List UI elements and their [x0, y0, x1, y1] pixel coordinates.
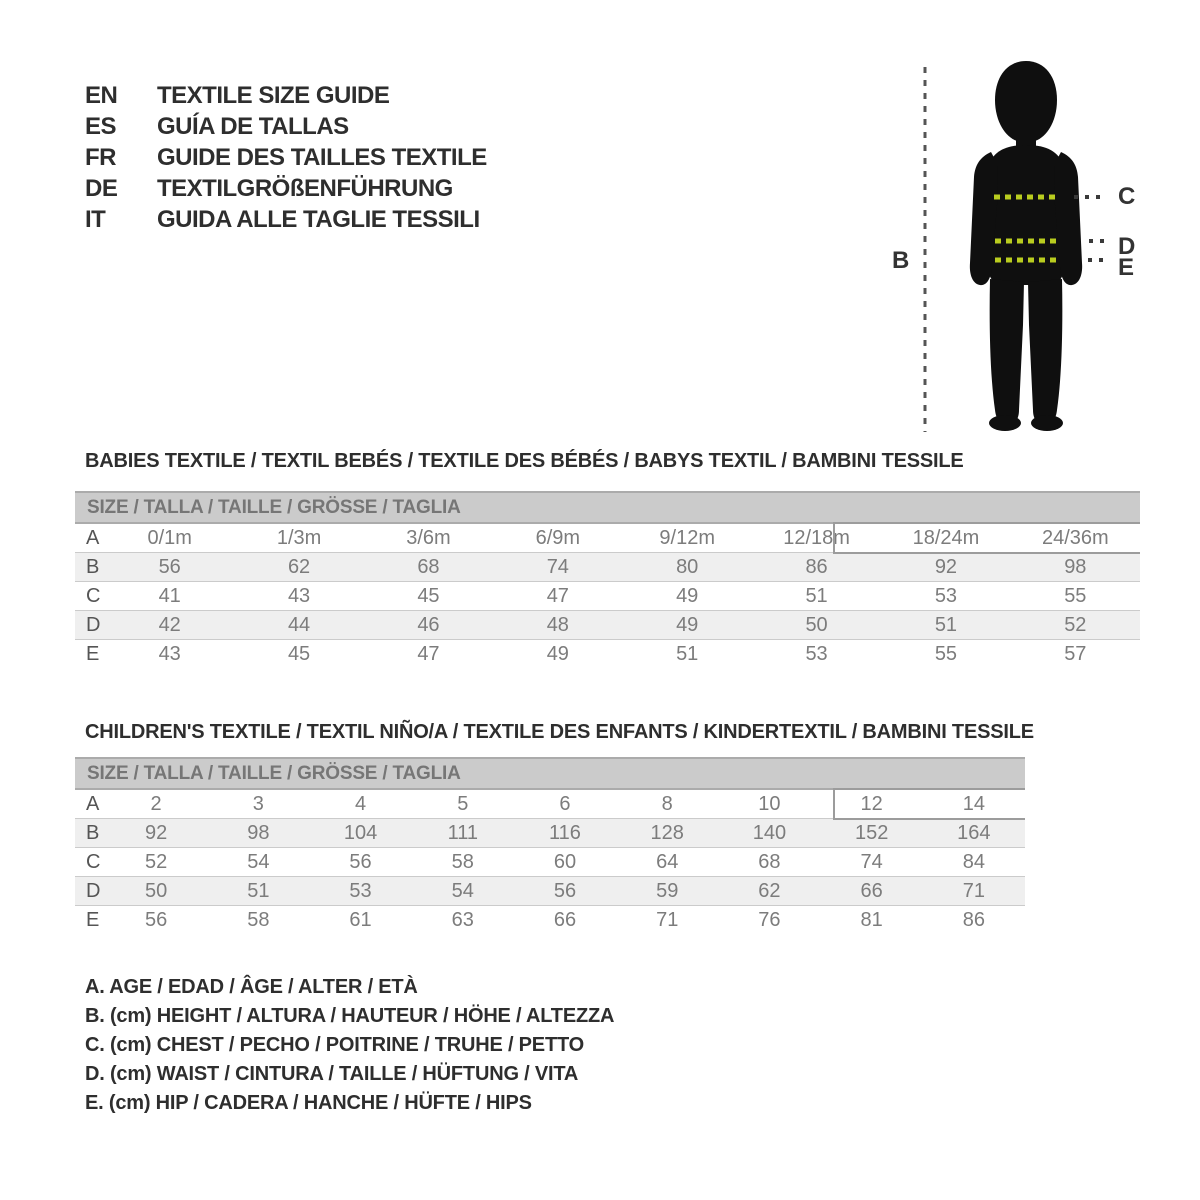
language-code: DE: [85, 174, 118, 202]
children-section-title: CHILDREN'S TEXTILE / TEXTIL NIÑO/A / TEXTILE DES ENFANTS / KINDERTEXTIL / BAMBINI TESSILE: [85, 721, 1034, 743]
table-cell: 1/3m: [276, 526, 322, 549]
table-cell: 62: [287, 555, 311, 578]
row-label: C: [86, 850, 101, 873]
table-cell: 98: [247, 821, 270, 844]
row-label: B: [86, 821, 100, 844]
table-row: [75, 848, 1025, 877]
table-cell: 10: [758, 792, 781, 815]
table-cell: 50: [144, 879, 168, 902]
babies-size-table: [75, 491, 1140, 669]
table-row: [75, 819, 1025, 848]
language-code: FR: [85, 143, 116, 171]
table-cell: 42: [158, 613, 181, 636]
child-silhouette: [970, 61, 1082, 431]
table-cell: 64: [656, 850, 679, 873]
table-cell: 86: [962, 909, 985, 931]
table-row: [75, 582, 1140, 611]
table-cell: 63: [451, 909, 474, 931]
table-cell: 55: [1064, 584, 1087, 607]
table-cell: 49: [676, 613, 699, 636]
table-cell: 46: [417, 613, 440, 636]
row-label: D: [86, 613, 101, 636]
language-title: TEXTILE SIZE GUIDE: [157, 81, 390, 109]
table-cell: 4: [354, 792, 367, 815]
table-cell: 152: [854, 821, 889, 844]
table-cell: 52: [144, 850, 168, 873]
table-cell: 54: [247, 850, 270, 873]
language-row: [85, 173, 487, 204]
legend-item: C. (cm) CHEST / PECHO / POITRINE / TRUHE / PETTO: [85, 1034, 584, 1056]
table-cell: 45: [287, 643, 311, 665]
language-row: [85, 142, 487, 173]
table-cell: 66: [553, 909, 577, 931]
table-cell: 116: [549, 821, 581, 844]
table-cell: 12: [860, 792, 883, 815]
table-cell: 18/24m: [912, 526, 980, 549]
table-cell: 49: [676, 584, 699, 607]
babies-section-title: BABIES TEXTILE / TEXTIL BEBÉS / TEXTILE DES BÉBÉS / BABYS TEXTIL / BAMBINI TESSILE: [85, 450, 964, 472]
table-cell: 56: [553, 879, 577, 902]
language-row: [85, 80, 487, 111]
table-cell: 55: [934, 643, 958, 665]
children-size-table: [75, 757, 1025, 935]
table-row: [75, 524, 1140, 553]
table-cell: 111: [447, 821, 478, 844]
children-table-header: SIZE / TALLA / TAILLE / GRÖSSE / TAGLIA: [75, 757, 1025, 790]
table-cell: 47: [417, 643, 440, 665]
row-label: C: [86, 584, 101, 607]
table-cell: 5: [457, 792, 469, 815]
table-cell: 12/18m: [783, 526, 850, 549]
table-cell: 43: [287, 584, 311, 607]
table-cell: 128: [650, 821, 684, 844]
table-row: [75, 906, 1025, 935]
hip-label: E: [1118, 254, 1135, 281]
language-list: [85, 80, 487, 235]
language-code: IT: [85, 205, 106, 233]
language-title: GUIDA ALLE TAGLIE TESSILI: [157, 205, 480, 233]
table-cell: 58: [451, 850, 474, 873]
table-row: [75, 640, 1140, 669]
table-cell: 3/6m: [406, 526, 451, 549]
children-table-rows: [75, 790, 1025, 935]
babies-table-header: SIZE / TALLA / TAILLE / GRÖSSE / TAGLIA: [75, 491, 1140, 524]
language-title: GUIDE DES TAILLES TEXTILE: [157, 143, 487, 171]
babies-table-rows: [75, 524, 1140, 669]
table-cell: 9/12m: [659, 526, 715, 549]
table-cell: 58: [247, 909, 270, 931]
language-title: TEXTILGRÖßENFÜHRUNG: [157, 174, 453, 202]
row-label: E: [86, 643, 100, 665]
table-cell: 68: [758, 850, 781, 873]
table-cell: 76: [758, 909, 781, 931]
table-cell: 74: [546, 555, 569, 578]
table-cell: 3: [252, 792, 264, 815]
table-cell: 51: [934, 613, 958, 636]
table-cell: 54: [451, 879, 474, 902]
row-label: E: [86, 909, 100, 931]
legend-item: A. AGE / EDAD / ÂGE / ALTER / ETÀ: [85, 976, 418, 998]
row-label: A: [86, 526, 100, 549]
table-cell: 45: [417, 584, 440, 607]
row-label: B: [86, 555, 100, 578]
chest-label: C: [1118, 183, 1136, 210]
table-cell: 56: [144, 909, 168, 931]
table-cell: 47: [546, 584, 569, 607]
table-cell: 53: [805, 643, 828, 665]
table-cell: 59: [656, 879, 679, 902]
table-cell: 84: [962, 850, 985, 873]
table-cell: 24/36m: [1041, 526, 1109, 549]
table-cell: 48: [546, 613, 569, 636]
table-cell: 53: [349, 879, 372, 902]
language-title: GUÍA DE TALLAS: [157, 112, 349, 140]
legend-item: D. (cm) WAIST / CINTURA / TAILLE / HÜFTUNG / VITA: [85, 1063, 579, 1085]
measurement-legend: [85, 973, 614, 1118]
table-cell: 0/1m: [147, 526, 192, 549]
table-cell: 62: [758, 879, 781, 902]
table-cell: 80: [676, 555, 699, 578]
table-cell: 52: [1064, 613, 1087, 636]
table-cell: 60: [553, 850, 577, 873]
table-cell: 43: [158, 643, 181, 665]
table-cell: 81: [860, 909, 883, 931]
table-cell: 56: [349, 850, 372, 873]
table-cell: 74: [860, 850, 883, 873]
table-cell: 57: [1064, 643, 1087, 665]
table-row: [75, 790, 1025, 819]
row-label: A: [86, 792, 100, 815]
row-label: D: [86, 879, 101, 902]
table-row: [75, 877, 1025, 906]
language-row: [85, 111, 487, 142]
table-cell: 44: [287, 613, 311, 636]
language-row: [85, 204, 487, 235]
table-cell: 14: [962, 792, 985, 815]
table-cell: 49: [546, 643, 569, 665]
table-cell: 71: [962, 879, 985, 902]
table-cell: 98: [1064, 555, 1087, 578]
child-figure-graphic: [890, 55, 1190, 445]
measurement-figure: [890, 55, 1190, 445]
table-cell: 2: [150, 792, 162, 815]
table-cell: 8: [661, 792, 673, 815]
table-cell: 71: [656, 909, 679, 931]
table-cell: 86: [805, 555, 828, 578]
table-cell: 61: [349, 909, 372, 931]
table-cell: 51: [247, 879, 270, 902]
table-row: [75, 611, 1140, 640]
table-cell: 6/9m: [535, 526, 581, 549]
table-cell: 140: [752, 821, 787, 844]
table-cell: 53: [934, 584, 958, 607]
table-cell: 164: [957, 821, 991, 844]
table-cell: 50: [805, 613, 828, 636]
table-cell: 68: [417, 555, 440, 578]
table-cell: 104: [343, 821, 378, 844]
table-cell: 92: [144, 821, 168, 844]
table-cell: 6: [559, 792, 571, 815]
language-code: EN: [85, 81, 118, 109]
waist-label: D: [1118, 233, 1136, 260]
table-cell: 66: [860, 879, 883, 902]
table-row: [75, 553, 1140, 582]
table-cell: 92: [934, 555, 958, 578]
height-label: B: [892, 247, 910, 274]
table-cell: 56: [158, 555, 181, 578]
table-cell: 51: [676, 643, 699, 665]
table-cell: 51: [805, 584, 828, 607]
legend-item: B. (cm) HEIGHT / ALTURA / HAUTEUR / HÖHE / ALTEZZA: [85, 1005, 615, 1027]
legend-item: E. (cm) HIP / CADERA / HANCHE / HÜFTE / HIPS: [85, 1092, 532, 1114]
language-code: ES: [85, 112, 117, 140]
table-cell: 41: [158, 584, 181, 607]
